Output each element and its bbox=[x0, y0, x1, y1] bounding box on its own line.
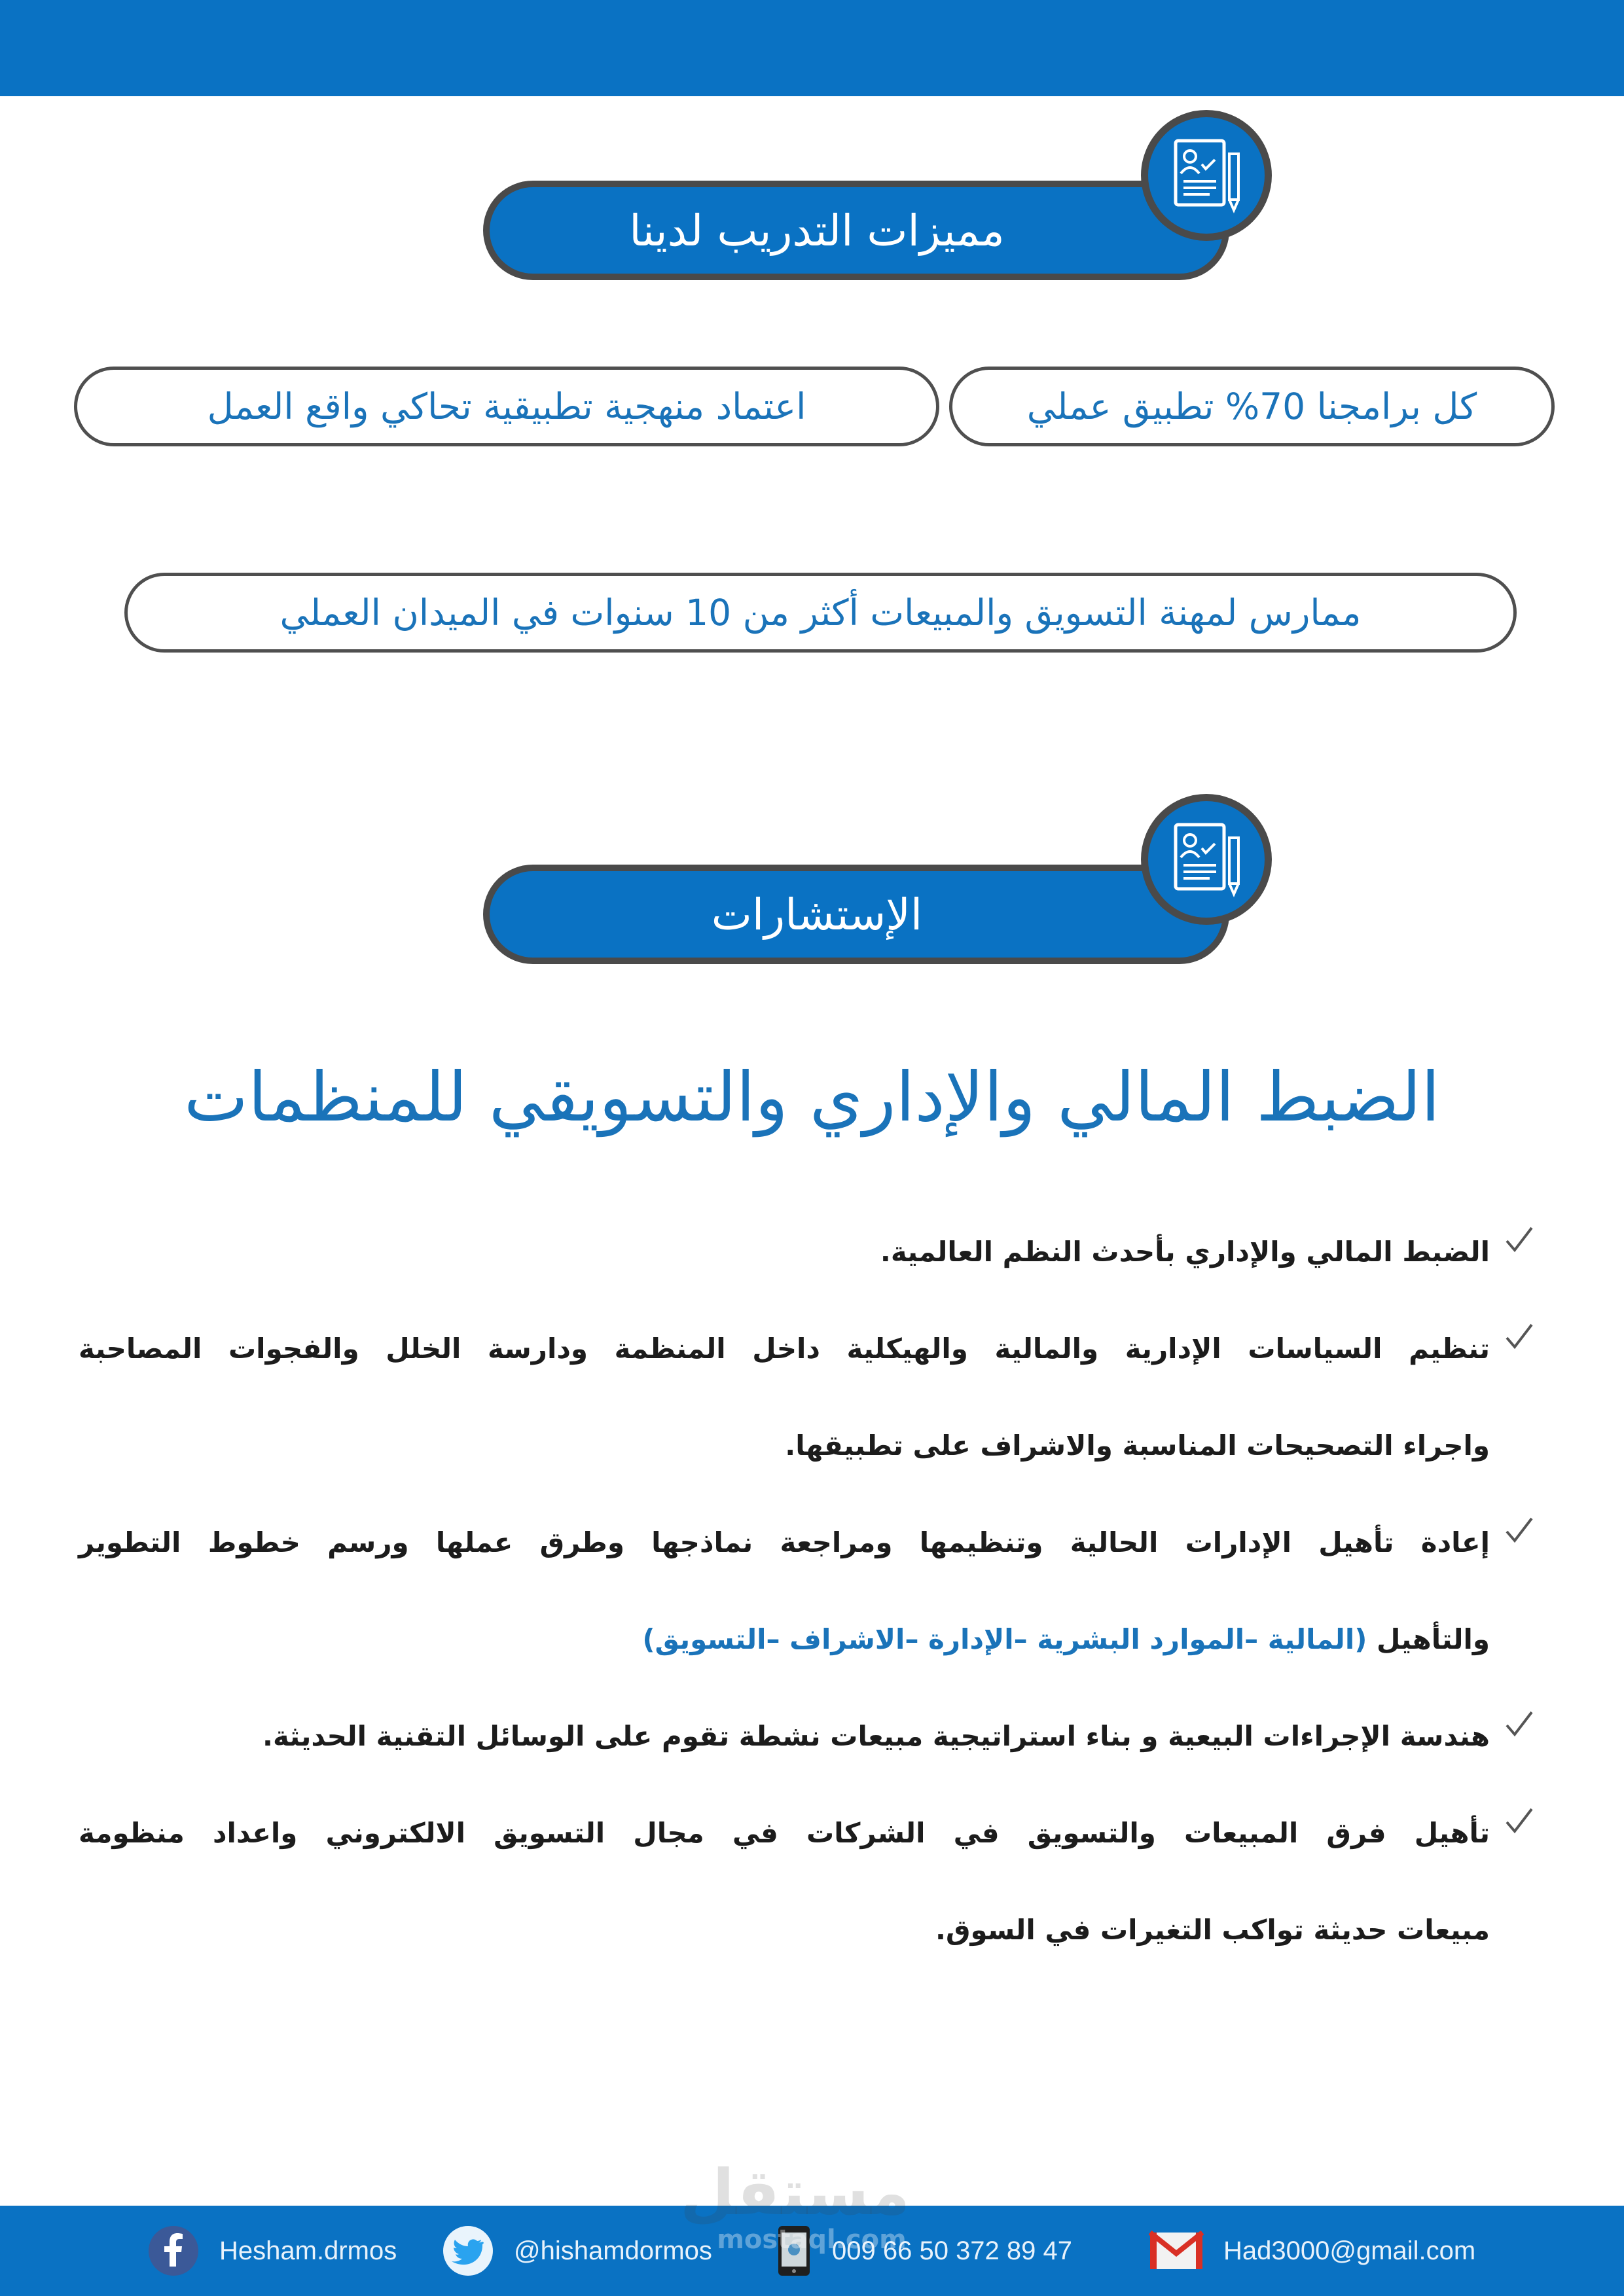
mostaql-watermark bbox=[679, 2156, 910, 2255]
consulting-heading: الضبط المالي والإداري والتسويقي للمنظمات bbox=[184, 1057, 1440, 1137]
service-item-line: هندسة الإجراءات البيعية و بناء استراتيجية مبيعات نشطة تقوم على الوسائل التقنية الحديثة. bbox=[262, 1720, 1490, 1752]
twitter-icon bbox=[442, 2225, 494, 2277]
service-item-line: واجراء التصحيحات المناسبة والاشراف على تطبيقها. bbox=[785, 1429, 1490, 1462]
email-icon bbox=[1149, 2230, 1204, 2272]
service-departments-highlight: (المالية –الموارد البشرية –الإدارة –الاشراف –التسويق) bbox=[642, 1623, 1367, 1655]
footer-email[interactable] bbox=[1149, 2206, 1475, 2296]
service-item-text: والتأهيل bbox=[1377, 1623, 1490, 1655]
watermark-latin: mostaql.com bbox=[717, 2225, 907, 2255]
checkmark-icon bbox=[1503, 1515, 1536, 1547]
twitter-handle: @hishamdormos bbox=[514, 2236, 712, 2265]
facebook-handle: Hesham.drmos bbox=[219, 2236, 397, 2265]
service-item-line: تأهيل فرق المبيعات والتسويق في الشركات في مجال التسويق الالكتروني واعداد منظومة bbox=[79, 1817, 1490, 1849]
feature-pill-experience: ممارس لمهنة التسويق والمبيعات أكثر من 10 سنوات في الميدان العملي bbox=[124, 573, 1517, 653]
watermark-arabic: مستقل bbox=[679, 2156, 910, 2229]
top-header-bar bbox=[0, 0, 1624, 96]
training-section-title: مميزات التدريب لدينا bbox=[483, 181, 1229, 280]
resume-document-icon bbox=[1141, 794, 1272, 925]
consulting-section-banner bbox=[483, 794, 1280, 951]
email-address: Had3000@gmail.com bbox=[1223, 2236, 1476, 2265]
checkmark-icon bbox=[1503, 1708, 1536, 1741]
checkmark-icon bbox=[1503, 1321, 1536, 1354]
feature-pill-practical: كل برامجنا 70% تطبيق عملي bbox=[949, 367, 1555, 446]
training-section-banner bbox=[483, 110, 1280, 267]
footer-facebook[interactable] bbox=[147, 2206, 397, 2296]
checkmark-icon bbox=[1503, 1805, 1536, 1838]
service-item-line bbox=[642, 1623, 1490, 1655]
resume-document-icon bbox=[1141, 110, 1272, 241]
consulting-section-title: الإستشارات bbox=[483, 865, 1229, 964]
service-item-line: إعادة تأهيل الإدارات الحالية وتنظيمها ومراجعة نماذجها وطرق عملها ورسم خطوط التطوير bbox=[79, 1526, 1490, 1558]
footer-twitter[interactable] bbox=[442, 2206, 712, 2296]
feature-pill-methodology: اعتماد منهجية تطبيقية تحاكي واقع العمل bbox=[74, 367, 939, 446]
service-item-line: مبيعات حديثة تواكب التغيرات في السوق. bbox=[935, 1914, 1490, 1946]
facebook-icon bbox=[147, 2225, 200, 2277]
service-item-line: تنظيم السياسات الإدارية والمالية والهيكلية داخل المنظمة ودارسة الخلل والفجوات المصاحبة bbox=[79, 1333, 1490, 1365]
service-item-line: الضبط المالي والإداري بأحدث النظم العالمية. bbox=[880, 1236, 1490, 1268]
checkmark-icon bbox=[1503, 1224, 1536, 1257]
phone-number: 009 66 50 372 89 47 bbox=[832, 2236, 1073, 2265]
